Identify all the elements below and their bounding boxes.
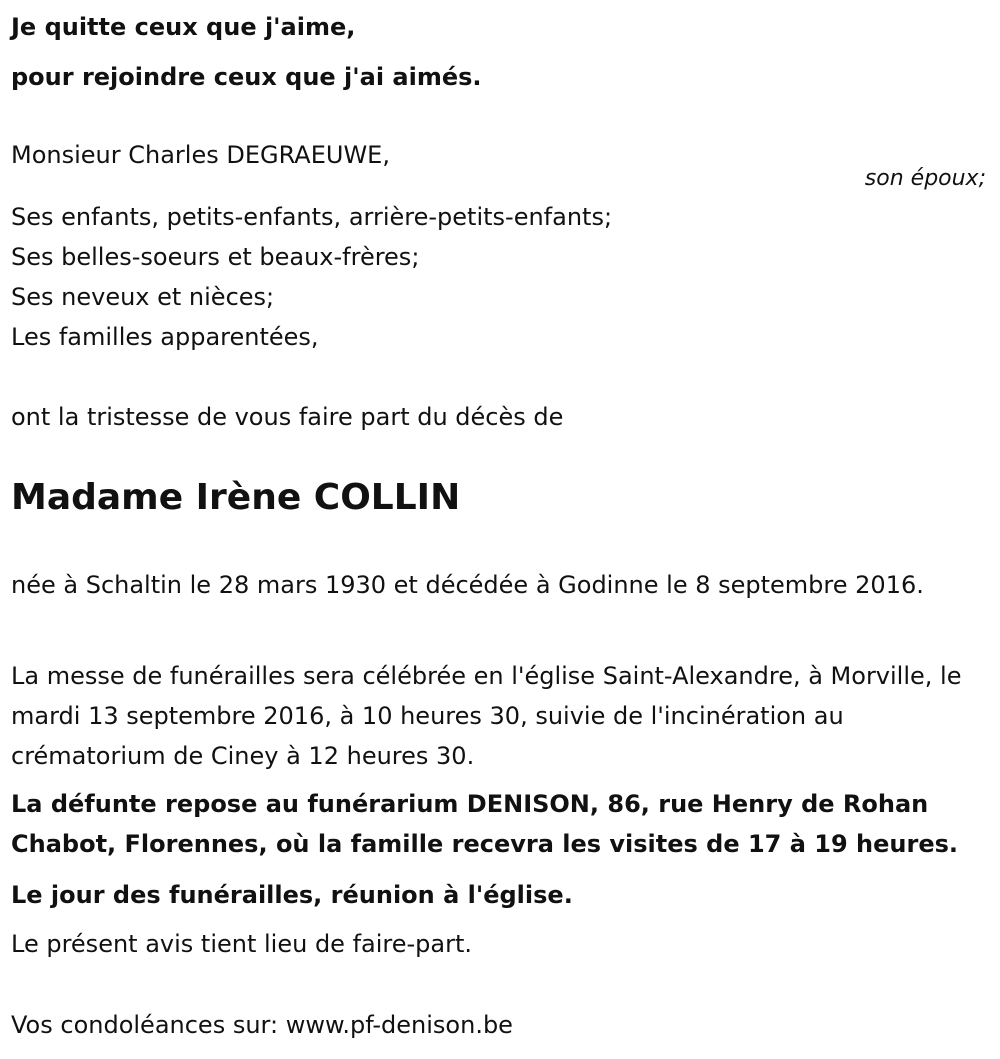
- epitaph-line-1: Je quitte ceux que j'aime,: [11, 13, 356, 41]
- visitation-text: La défunte repose au funérarium DENISON, 86, rue Henry de Rohan Chabot, Florennes, où la famille recevra les visites de 17 à 19 heures.: [11, 790, 959, 858]
- family-member-in-laws: Ses belles-soeurs et beaux-frères;: [11, 243, 420, 271]
- family-member-children: Ses enfants, petits-enfants, arrière-petits-enfants;: [11, 203, 613, 231]
- deceased-name: Madame Irène COLLIN: [11, 477, 461, 518]
- funeral-mass-text: La messe de funérailles sera célébrée en l'église Saint-Alexandre, à Morville, le mardi 13 septembre 2016, à 10 heures 30, suivie de l'incinération au crématorium de Ciney à 12 heures 30.: [11, 662, 962, 770]
- husband-role: son époux;: [864, 166, 986, 191]
- notice-text: Le présent avis tient lieu de faire-part.: [11, 930, 473, 958]
- husband-name: Monsieur Charles DEGRAEUWE,: [11, 141, 390, 169]
- family-member-relatives: Les familles apparentées,: [11, 323, 319, 351]
- announcement-text: ont la tristesse de vous faire part du décès de: [11, 403, 564, 431]
- epitaph-line-2: pour rejoindre ceux que j'ai aimés.: [11, 63, 482, 91]
- family-member-nephews: Ses neveux et nièces;: [11, 283, 275, 311]
- birth-death-text: née à Schaltin le 28 mars 1930 et décédée à Godinne le 8 septembre 2016.: [11, 571, 924, 599]
- meeting-text: Le jour des funérailles, réunion à l'église.: [11, 881, 573, 909]
- condolences-text: Vos condoléances sur: www.pf-denison.be: [11, 1011, 513, 1039]
